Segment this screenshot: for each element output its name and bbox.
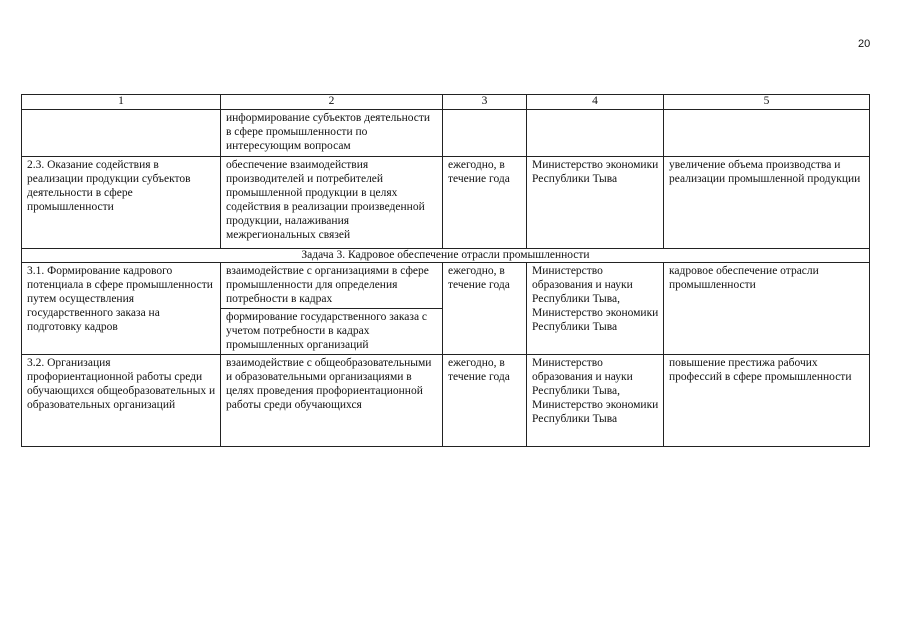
table-row-3-2 xyxy=(22,355,870,447)
cell-measure: взаимодействие с общеобразовательными и образовательными организациями в целях проведения профориентационной работы среди обучающихся xyxy=(221,355,443,447)
cell-deadline: ежегодно, в течение года xyxy=(443,355,527,447)
task-heading: Задача 3. Кадровое обеспечение отрасли промышленности xyxy=(22,249,870,263)
header-col-4: 4 xyxy=(527,95,664,110)
cell-measure: обеспечение взаимодействия производителей и потребителей промышленной продукции в целях содействия в реализации произведенной продукции, налаживания межрегиональных связей xyxy=(221,157,443,249)
task-heading-row xyxy=(22,249,870,263)
table-row-continued xyxy=(22,110,870,157)
cell-measure: формирование государственного заказа с учетом потребности в кадрах промышленных организаций xyxy=(221,309,443,355)
header-col-5: 5 xyxy=(664,95,870,110)
cell-executor: Министерство экономики Республики Тыва xyxy=(527,157,664,249)
cell-event: 3.1. Формирование кадрового потенциала в сфере промышленности путем осуществления государственного заказа на подготовку кадров xyxy=(22,263,221,355)
header-col-2: 2 xyxy=(221,95,443,110)
cell-event: 3.2. Организация профориентационной работы среди обучающихся общеобразовательных и образовательных организаций xyxy=(22,355,221,447)
cell-empty xyxy=(22,110,221,157)
header-col-1: 1 xyxy=(22,95,221,110)
cell-result: кадровое обеспечение отрасли промышленности xyxy=(664,263,870,355)
cell-measure: информирование субъектов деятельности в сфере промышленности по интересующим вопросам xyxy=(221,110,443,157)
table-header-row xyxy=(22,95,870,110)
cell-executor: Министерство образования и науки Республики Тыва, Министерство экономики Республики Тыва xyxy=(527,263,664,355)
page-number: 20 xyxy=(858,38,871,50)
cell-empty xyxy=(664,110,870,157)
cell-empty xyxy=(443,110,527,157)
cell-result: повышение престижа рабочих профессий в сфере промышленности xyxy=(664,355,870,447)
cell-empty xyxy=(527,110,664,157)
table-row-2-3 xyxy=(22,157,870,249)
program-table xyxy=(21,94,870,447)
cell-event: 2.3. Оказание содействия в реализации продукции субъектов деятельности в сфере промышленности xyxy=(22,157,221,249)
cell-deadline: ежегодно, в течение года xyxy=(443,263,527,355)
cell-result: увеличение объема производства и реализации промышленной продукции xyxy=(664,157,870,249)
table-row-3-1a xyxy=(22,263,870,309)
cell-executor: Министерство образования и науки Республики Тыва, Министерство экономики Республики Тыва xyxy=(527,355,664,447)
cell-measure: взаимодействие с организациями в сфере промышленности для определения потребности в кадрах xyxy=(221,263,443,309)
header-col-3: 3 xyxy=(443,95,527,110)
cell-deadline: ежегодно, в течение года xyxy=(443,157,527,249)
